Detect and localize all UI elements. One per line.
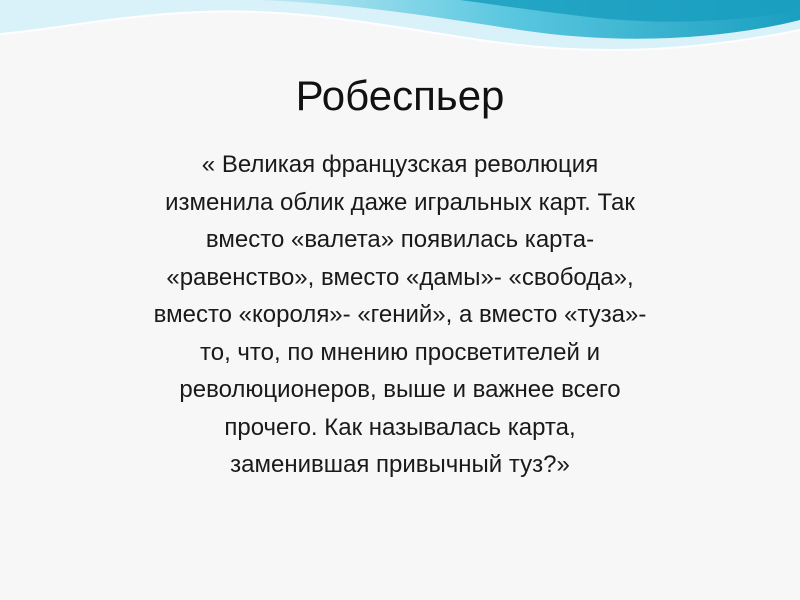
body-line-9: заменившая привычный туз?» bbox=[230, 451, 570, 478]
body-line-3: вместо «валета» появилась карта- bbox=[205, 226, 595, 253]
slide-title: Робеспьер bbox=[295, 72, 505, 119]
body-line-7: революционеров, выше и важнее всего bbox=[179, 376, 621, 403]
body-line-4: «равенство», вместо «дамы»- «свобода», bbox=[166, 263, 634, 291]
body-line-2: изменила облик даже игральных карт. Так bbox=[165, 188, 635, 216]
body-line-8: прочего. Как называлась карта, bbox=[224, 413, 576, 441]
body-line-5: вместо «короля»- «гений», а вместо «туза»- bbox=[153, 301, 647, 328]
body-line-1: « Великая французская революция bbox=[201, 151, 599, 178]
slide-body-text bbox=[95, 146, 705, 484]
body-line-6: то, что, по мнению просветителей и bbox=[200, 338, 600, 366]
